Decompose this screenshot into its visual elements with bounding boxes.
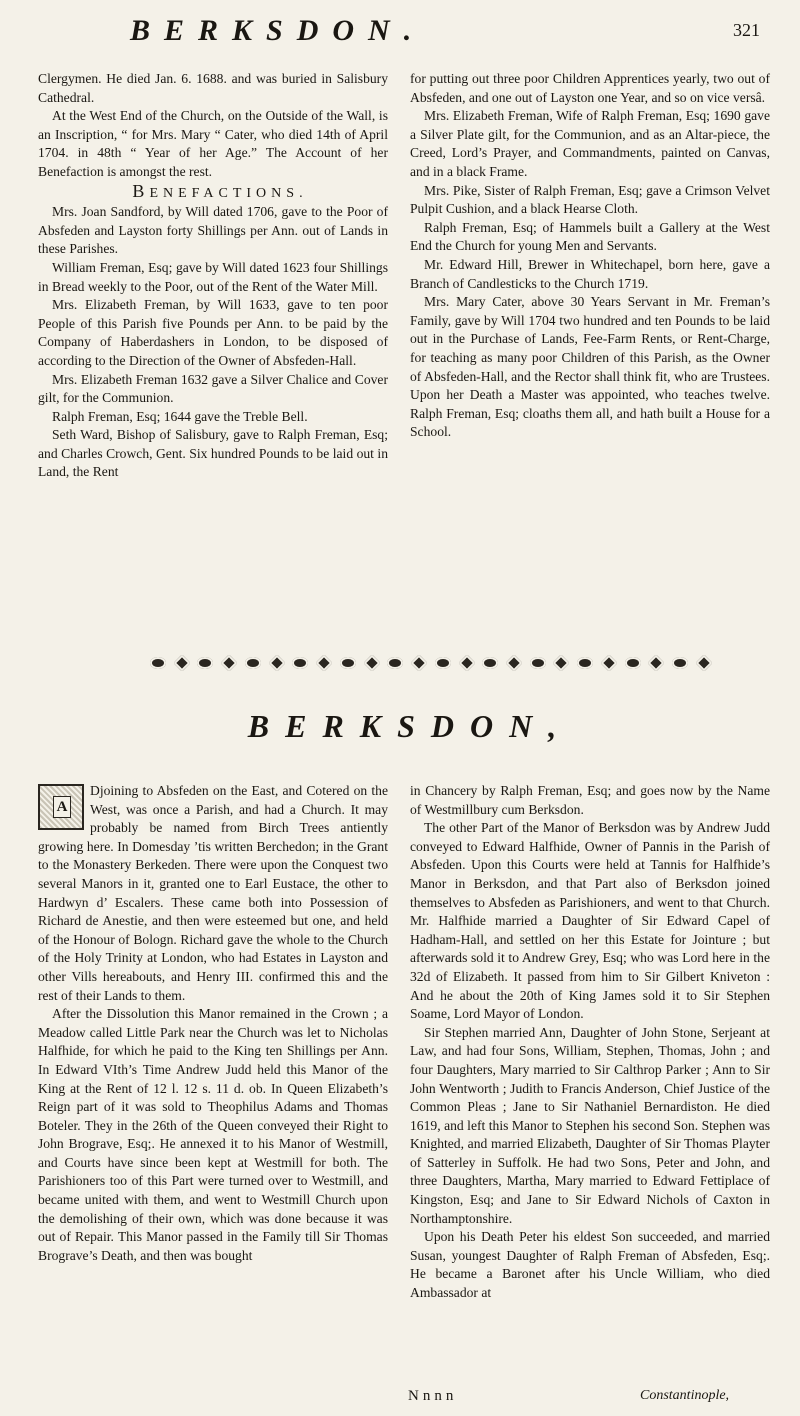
ornament-icon bbox=[340, 657, 356, 669]
ornament-icon bbox=[173, 655, 190, 672]
paragraph: for putting out three poor Children Apprentices yearly, two out of Absfeden, and one out of Layston one Year, and so on vice versâ. bbox=[410, 71, 770, 105]
paragraph: Mrs. Pike, Sister of Ralph Freman, Esq; gave a Crimson Velvet Pulpit Cushion, and a black Hearse Cloth. bbox=[410, 182, 770, 217]
initial-letter: A bbox=[53, 796, 71, 818]
paragraph: Seth Ward, Bishop of Salisbury, gave to Ralph Freman, Esq; and Charles Crowch, Gent. Six hundred Pounds to be laid out in Land, the Rent bbox=[38, 427, 388, 480]
paragraph: The other Part of the Manor of Berksdon was by Andrew Judd conveyed to Edward Halfhide, Owner of Pannis in the Parish of Absfeden. Upon this Courts were held at Tannis for Halfhide’s Manor in Berksdon, and that Part also of Berksdon joined themselves to Absfeden as Parishioners, and went to that Church. Mr. Halfhide married a Daughter of Sir Edward Capel of Hadham-Hall, and settled on her this Estate for Jointure ; but afterwards sold it to Andrew Grey, Esq; who was Lord here in the 32d of Elizabeth. It passed from him to Sir Gilbert Kniveton : And he about the 20th of King James sold it to Sir Stephen Soame, Lord Mayor of London. bbox=[410, 820, 770, 1022]
paragraph: in Chancery by Ralph Freman, Esq; and goes now by the Name of Westmillbury cum Berksdon. bbox=[410, 783, 770, 817]
paragraph: Mrs. Elizabeth Freman, Wife of Ralph Freman, Esq; 1690 gave a Silver Plate gilt, for the Communion, and as an Altar-piece, the Creed, Lord’s Prayer, and Commandments, painted on Canvas, and in a black Frame. bbox=[410, 108, 770, 179]
top-left-column bbox=[38, 70, 388, 482]
paragraph: Sir Stephen married Ann, Daughter of John Stone, Serjeant at Law, and had four Sons, William, Stephen, Thomas, John ; and four Daughters, Mary married to Sir Calthrop Parker ; Ann to Sir John Wentworth ; Judith to Francis Anderson, Chief Justice of the Common Pleas ; Jane to Sir Nathaniel Bernardiston. He died 1619, and left this Manor to Stephen his second Son. Stephen was Knighted, and married Elizabeth, Daughter of Sir Thomas Playter of Satterley in Suffolk. He had two Sons, Peter and John, and three Daughters, Martha, Mary married to Edward Fettiplace of Kingston, Esq; and Jane to Sir Edward Nichols of Caxton in Northamptonshire. bbox=[410, 1024, 770, 1226]
paragraph: After the Dissolution this Manor remained in the Crown ; a Meadow called Little Park near the Church was let to Nicholas Halfhide, for which he paid to the King ten Shillings per Ann. In Edward VIth’s Time Andrew Judd held this Manor of the King at the Rent of 12 l. 12 s. 11 d. ob. In Queen Elizabeth’s Reign part of it was sold to Theophilus Adams and Thomas Boteler. They in the 26th of the Queen conveyed their Right to John Brograve, Esq;. He annexed it to his Manor of Westmill, and Courts have since been kept at Westmill for both. The Parishioners too of this Part were turned over to Westmill, and became united with them, and went to Westmill Church upon the demolishing of their own, which was done because it was out of Repair. This Manor passed in the Family till Sir Thomas Brograve’s Death, and then was bought bbox=[38, 1006, 388, 1263]
benefactions-heading bbox=[38, 182, 388, 204]
heading-initial: B bbox=[132, 180, 150, 201]
paragraph: Mrs. Mary Cater, above 30 Years Servant in Mr. Freman’s Family, gave by Will 1704 two hundred and ten Pounds to be laid out in the Purchase of Lands, Fee-Farm Rents, or Rent-Charge, for teaching as many poor Children of this Parish, as the Owner of Absfeden-Hall, and the Rector shall think fit, who are Trustees. Upon her Death a Master was appointed, who teaches twelve. Ralph Freman, Esq; cloaths them all, and hath built a House for a School. bbox=[410, 294, 770, 440]
ornament-icon bbox=[625, 657, 641, 669]
ornament-icon bbox=[695, 655, 712, 672]
ornament-icon bbox=[316, 655, 333, 672]
catchword: Constantinople, bbox=[640, 1388, 730, 1403]
ornament-icon bbox=[363, 655, 380, 672]
ornament-icon bbox=[648, 655, 665, 672]
ornament-icon bbox=[268, 655, 285, 672]
signature-mark: Nnnn bbox=[408, 1388, 458, 1404]
paragraph: Mrs. Elizabeth Freman 1632 gave a Silver Chalice and Cover gilt, for the Communion. bbox=[38, 371, 388, 406]
decorated-initial bbox=[38, 784, 84, 830]
paragraph: Upon his Death Peter his eldest Son succeeded, and married Susan, youngest Daughter of Ralph Freman of Absfeden, Esq;. He became a Baronet after his Uncle William, who died Ambassador at bbox=[410, 1229, 770, 1301]
bottom-right-column bbox=[410, 782, 770, 1303]
ornament-icon bbox=[672, 657, 688, 669]
bottom-left-column bbox=[38, 782, 388, 1265]
paragraph: Mrs. Elizabeth Freman, by Will 1633, gave to ten poor People of this Parish five Pounds per Ann. to be paid by the Company of Haberdashers in London, to be disposed of according to the Direction of the Owner of Absfeden-Hall. bbox=[38, 297, 388, 368]
heading-rest: ENEFACTIONS. bbox=[149, 185, 308, 201]
ornament-icon bbox=[530, 657, 546, 669]
paragraph: Djoining to Absfeden on the East, and Cotered on the West, was once a Parish, and had a Church. It may probably be named from Birch Trees antiently growing here. In Domesday ’tis written Berchedon; in the Grant to the Monastery Berkeden. There were upon the Conquest two several Manors in it, granted one to Earl Eustace, the other to Hardwyn d’ Escalers. These came both into Possession of Richard de Anestie, and then were esteemed but one, and held of the Honour of Bologn. Richard gave the whole to the Church of the Holy Trinity at London, who had Estates in Layston and other Vills hereabouts, and Henry III. confirmed this and the rest of their Lands to them. bbox=[38, 783, 388, 1003]
section-title: BERKSDON, bbox=[247, 708, 573, 744]
top-right-column bbox=[410, 70, 770, 442]
ornament-icon bbox=[221, 655, 238, 672]
running-title: BERKSDON. bbox=[130, 14, 426, 47]
ornamental-divider bbox=[150, 654, 710, 672]
ornament-icon bbox=[435, 657, 451, 669]
ornament-icon bbox=[458, 655, 475, 672]
paragraph: William Freman, Esq; gave by Will dated 1623 four Shillings in Bread weekly to the Poor, out of the Rent of the Water Mill. bbox=[38, 259, 388, 294]
paragraph: Clergymen. He died Jan. 6. 1688. and was buried in Salisbury Cathedral. bbox=[38, 71, 388, 105]
paragraph: Ralph Freman, Esq; 1644 gave the Treble Bell. bbox=[52, 408, 308, 424]
ornament-icon bbox=[411, 655, 428, 672]
ornament-icon bbox=[482, 657, 498, 669]
ornament-icon bbox=[553, 655, 570, 672]
page-number: 321 bbox=[733, 20, 760, 40]
ornament-icon bbox=[245, 657, 261, 669]
ornament-icon bbox=[197, 657, 213, 669]
paragraph: Mr. Edward Hill, Brewer in Whitechapel, born here, gave a Branch of Candlesticks to the Church 1719. bbox=[410, 256, 770, 291]
paragraph: At the West End of the Church, on the Outside of the Wall, is an Inscription, “ for Mrs. Mary “ Cater, who died 14th of April 1704. in 48th “ Year of her Age.” The Account of her Benefaction is amongst the rest. bbox=[38, 108, 388, 179]
ornament-icon bbox=[292, 657, 308, 669]
ornament-icon bbox=[387, 657, 403, 669]
ornament-icon bbox=[506, 655, 523, 672]
ornament-icon bbox=[577, 657, 593, 669]
ornament-icon bbox=[600, 655, 617, 672]
paragraph: Ralph Freman, Esq; of Hammels built a Gallery at the West End the Church for young Men and Servants. bbox=[410, 219, 770, 254]
ornament-icon bbox=[150, 657, 166, 669]
paragraph: Mrs. Joan Sandford, by Will dated 1706, gave to the Poor of Absfeden and Layston forty Shillings per Ann. out of Lands in these Parishes. bbox=[38, 204, 388, 257]
